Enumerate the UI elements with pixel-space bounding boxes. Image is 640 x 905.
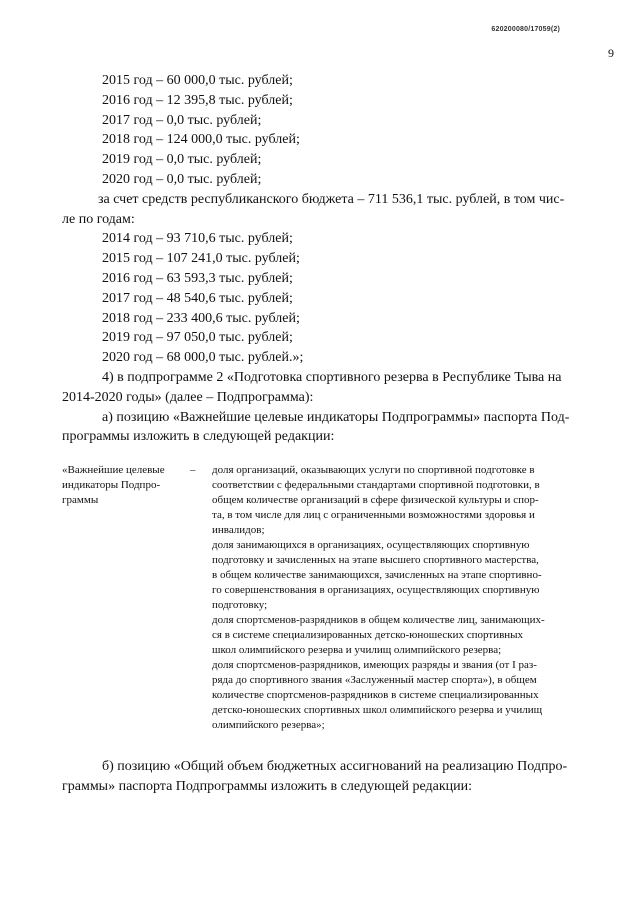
list-item: 2016 год – 12 395,8 тыс. рублей; (102, 92, 293, 108)
table-value-line: в общем количестве занимающихся, зачисленных на этапе спортивно- (212, 569, 542, 581)
table-value-line: ряда до спортивного звания «Заслуженный мастер спорта»), в общем (212, 674, 537, 686)
table-value-line: подготовку; (212, 599, 268, 611)
item-b-paragraph (62, 757, 607, 797)
table-dash: – (190, 464, 196, 476)
table-value-line: го совершенствования в организациях, осуществляющих спортивную (212, 584, 540, 596)
item-b-line: граммы» паспорта Подпрограммы изложить в следующей редакции: (62, 779, 472, 794)
list-item: 2018 год – 124 000,0 тыс. рублей; (102, 132, 300, 148)
table-value-line: школ олимпийского резерва и училищ олимпийского резерва; (212, 644, 502, 656)
federal-years-list (62, 71, 607, 190)
table-value-line: ся в системе специализированных детско-юношеских спортивных (212, 629, 524, 641)
republic-years-list (62, 229, 607, 368)
republic-budget-line: за счет средств республиканского бюджета – 711 536,1 тыс. рублей, в том чис- (98, 191, 565, 207)
item-4-line: 4) в подпрограмме 2 «Подготовка спортивного резерва в Республике Тыва на (102, 369, 562, 385)
list-item: 2020 год – 68 000,0 тыс. рублей.»; (102, 350, 304, 366)
document-code: 620200080/17059(2) (491, 26, 560, 33)
list-item: 2014 год – 93 710,6 тыс. рублей; (102, 231, 293, 247)
list-item: 2015 год – 60 000,0 тыс. рублей; (102, 73, 293, 88)
table-value-line: инвалидов; (212, 524, 265, 536)
item-4-line: 2014-2020 годы» (далее – Подпрограмма): (62, 389, 314, 405)
list-item: 2019 год – 0,0 тыс. рублей; (102, 152, 262, 168)
indicators-value-cell (212, 463, 607, 733)
table-value-line: подготовку и зачисленных на этапе высшего спортивного мастерства, (212, 554, 539, 566)
table-value-line: доля спортсменов-разрядников в общем количестве лиц, занимающих- (212, 614, 545, 626)
table-value-line: доля спортсменов-разрядников, имеющих разряды и звания (от I раз- (212, 659, 537, 671)
table-value-line: количестве спортсменов-разрядников в системе специализированных (212, 689, 539, 701)
republic-budget-line: ле по годам: (62, 211, 135, 227)
table-value-line: олимпийского резерва»; (212, 719, 325, 731)
list-item: 2018 год – 233 400,6 тыс. рублей; (102, 310, 300, 326)
list-item: 2020 год – 0,0 тыс. рублей; (102, 171, 262, 187)
list-item: 2019 год – 97 050,0 тыс. рублей; (102, 330, 293, 346)
page-number: 9 (608, 46, 614, 60)
table-value-line: та, в том числе для лиц с ограниченными возможностями здоровья и (212, 509, 535, 521)
item-a-line: а) позицию «Важнейшие целевые индикаторы Подпрограммы» паспорта Под- (102, 409, 570, 425)
table-value-line: детско-юношеских спортивных школ олимпийского резерва и училищ (212, 704, 543, 716)
document-body (62, 71, 607, 447)
table-value-line: соответствии с федеральными стандартами спортивной подготовки, в (212, 479, 540, 491)
list-item: 2016 год – 63 593,3 тыс. рублей; (102, 270, 293, 286)
table-value-line: доля организаций, оказывающих услуги по спортивной подготовке в (212, 464, 535, 476)
item-b-line: б) позицию «Общий объем бюджетных ассигнований на реализацию Подпро- (102, 759, 568, 774)
list-item: 2017 год – 0,0 тыс. рублей; (102, 112, 262, 128)
table-label-line: индикаторы Подпро- (62, 479, 161, 491)
indicators-label-cell (62, 463, 190, 508)
list-item: 2015 год – 107 241,0 тыс. рублей; (102, 251, 300, 267)
list-item: 2017 год – 48 540,6 тыс. рублей; (102, 290, 293, 306)
table-value-line: общем количестве организаций в сфере физической культуры и спор- (212, 494, 539, 506)
table-value-line: доля занимающихся в организациях, осуществляющих спортивную (212, 539, 530, 551)
table-label-line: «Важнейшие целевые (62, 464, 165, 476)
table-label-line: граммы (62, 494, 99, 506)
item-a-line: программы изложить в следующей редакции: (62, 429, 335, 445)
